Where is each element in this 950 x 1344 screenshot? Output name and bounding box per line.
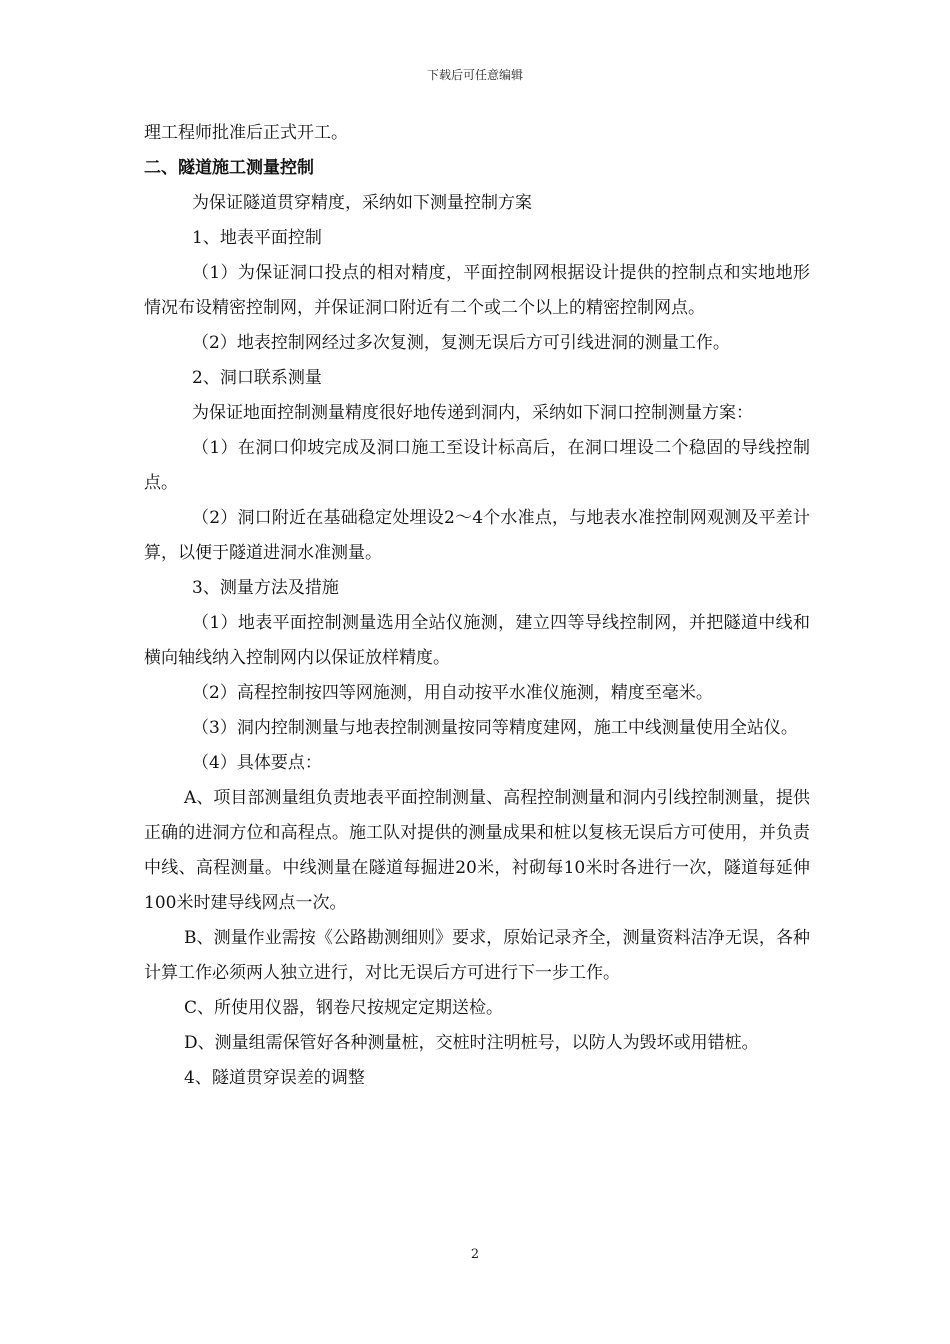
- paragraph-2-1: （1）在洞口仰坡完成及洞口施工至设计标高后，在洞口埋设二个稳固的导线控制点。: [144, 438, 810, 493]
- paragraph-intro: 为保证隧道贯穿精度，采纳如下测量控制方案: [192, 193, 532, 213]
- paragraph-3-2: （2）高程控制按四等网施测，用自动按平水准仪施测，精度至毫米。: [192, 683, 713, 703]
- paragraph-1-1: （1）为保证洞口投点的相对精度，平面控制网根据设计提供的控制点和实地地形情况布设精密控制网，并保证洞口附近有二个或二个以上的精密控制网点。: [144, 263, 810, 318]
- paragraph-point-b: B、测量作业需按《公路勘测细则》要求，原始记录齐全，测量资料洁净无误，各种计算工作必须两人独立进行，对比无误后方可进行下一步工作。: [144, 928, 810, 983]
- paragraph-1-2: （2）地表控制网经过多次复测，复测无误后方可引线进洞的测量工作。: [192, 333, 730, 353]
- document-body: [144, 116, 810, 1096]
- paragraph-point-d: D、测量组需保管好各种测量桩，交桩时注明桩号，以防人为毁坏或用错桩。: [184, 1033, 759, 1053]
- subheading-4: 4、隧道贯穿误差的调整: [184, 1068, 365, 1088]
- paragraph-3-4: （4）具体要点：: [192, 753, 322, 773]
- paragraph-point-a: A、项目部测量组负责地表平面控制测量、高程控制测量和洞内引线控制测量，提供正确的进洞方位和高程点。施工队对提供的测量成果和桩以复核无误后方可使用，并负责中线、高程测量。中线测量在隧道每掘进20米，衬砌每10米时各进行一次，隧道每延伸100米时建导线网点一次。: [144, 788, 810, 913]
- paragraph-point-c: C、所使用仪器，钢卷尺按规定定期送检。: [184, 998, 504, 1018]
- subheading-3: 3、测量方法及措施: [192, 578, 339, 598]
- page-header: 下载后可任意编辑: [426, 68, 523, 82]
- paragraph-3-1: （1）地表平面控制测量选用全站仪施测，建立四等导线控制网，并把隧道中线和横向轴线纳入控制网内以保证放样精度。: [144, 613, 810, 668]
- subheading-1: 1、地表平面控制: [192, 228, 322, 248]
- subheading-2: 2、洞口联系测量: [192, 368, 322, 388]
- paragraph-continuation: 理工程师批准后正式开工。: [144, 123, 348, 143]
- section-heading: 二、隧道施工测量控制: [144, 158, 314, 178]
- paragraph-2-2: （2）洞口附近在基础稳定处埋设2～4个水准点，与地表水准控制网观测及平差计算，以便于隧道进洞水准测量。: [144, 508, 810, 563]
- paragraph-3-3: （3）洞内控制测量与地表控制测量按同等精度建网，施工中线测量使用全站仪。: [192, 718, 798, 738]
- paragraph-2-intro: 为保证地面控制测量精度很好地传递到洞内，采纳如下洞口控制测量方案：: [192, 403, 753, 423]
- page-number: 2: [470, 1247, 480, 1262]
